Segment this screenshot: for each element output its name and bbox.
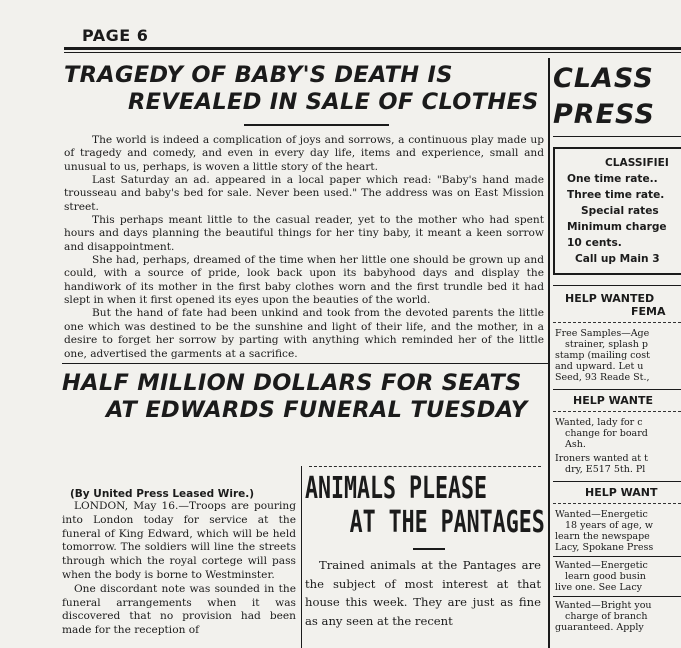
top-rule	[64, 47, 681, 50]
sidebar-divider	[548, 58, 550, 648]
sidebar-rule	[553, 136, 681, 137]
section-rule	[553, 285, 681, 286]
classified-line: Seed, 93 Reade St.,	[555, 372, 650, 383]
classified-line: live one. See Lacy	[555, 582, 643, 593]
section-header: HELP WANTE	[573, 394, 653, 407]
help-wanted-female	[553, 285, 681, 383]
story1-paragraph: Last Saturday an ad. appeared in a local paper which read: "Baby's hand made trousseau and baby's bed for sale. Never been used." The address was on East Mission street.	[64, 174, 544, 213]
story1-headline-line2: REVEALED IN SALE OF CLOTHES	[128, 89, 539, 115]
help-wanted-section-3	[553, 481, 681, 633]
story3-headline-line1: ANIMALS PLEASE	[305, 471, 488, 506]
column-divider	[301, 466, 302, 648]
section-wave-rule	[553, 503, 681, 505]
classified-line: charge of branch	[565, 611, 648, 622]
classified-divider	[553, 596, 681, 597]
section-header: HELP WANT	[585, 486, 658, 499]
page-number: PAGE 6	[82, 26, 149, 45]
story2-paragraph: LONDON, May 16.—Troops are pouring into London today for service at the funeral of King Edward, which will be held tomorrow. The soldiers will line the streets through which the royal cortege will pass when the body is borne to Westminster.	[62, 500, 296, 581]
rate-row: One time rate..	[567, 173, 658, 185]
classified-line: dry, E517 5th. Pl	[565, 464, 646, 475]
main-column	[62, 58, 548, 428]
classified-rates-box	[553, 147, 681, 275]
headline-divider	[244, 124, 389, 126]
story3-headline-line2: AT THE PANTAGES	[349, 505, 545, 540]
section-rule	[553, 481, 681, 482]
story2-column	[62, 486, 300, 638]
story1-body	[62, 134, 548, 361]
classified-line: Lacy, Spokane Press	[555, 542, 654, 553]
classified-line: 18 years of age, w	[565, 520, 653, 531]
story2-paragraph: One discordant note was sounded in the funeral arrangements when it was discovered that no provision had been made for the reception of	[62, 582, 296, 637]
section-rule	[553, 389, 681, 390]
section-wave-rule	[553, 322, 681, 324]
rate-row: Three time rate.	[567, 189, 665, 201]
classified-line: strainer, splash p	[565, 339, 648, 350]
story3-divider	[413, 548, 445, 550]
story-separator	[62, 363, 548, 364]
rate-row: Call up Main 3	[575, 253, 660, 265]
top-rule-thin	[64, 52, 681, 53]
story2-headline-line2: AT EDWARDS FUNERAL TUESDAY	[106, 396, 528, 423]
classified-line: Free Samples—Age	[555, 328, 650, 339]
classified-line: learn good busin	[565, 571, 646, 582]
help-wanted-section-2	[553, 389, 681, 475]
story1-paragraph: But the hand of fate had been unkind and took from the devoted parents the little one which was destined to be the sunshine and light of their life, and the mother, in a desire to forget her sorrow by parting with anything which reminded her of the little one, advertised the garments at a sacrifice.	[64, 307, 544, 360]
classified-line: guaranteed. Apply	[555, 622, 644, 633]
dashed-rule	[309, 466, 541, 468]
rate-row: 10 cents.	[567, 237, 622, 249]
classified-sidebar	[553, 58, 681, 633]
story3-headline	[305, 471, 545, 540]
classified-divider	[553, 556, 681, 557]
rate-row: Special rates	[581, 205, 659, 217]
sidebar-title-line1: CLASS	[553, 63, 654, 94]
section-header: HELP WANTED	[565, 292, 655, 305]
rate-row: Minimum charge	[567, 221, 667, 233]
classified-line: change for board	[565, 428, 648, 439]
story1-paragraph: The world is indeed a complication of joys and sorrows, a continuous play made up of tragedy and comedy, and even in every day life, items and experience, small and unusual to us, perhaps, is woven a little story of the heart.	[64, 134, 544, 173]
story2-headline-line1: HALF MILLION DOLLARS FOR SEATS	[62, 369, 522, 396]
classified-line: Wanted—Bright you	[555, 600, 652, 611]
sidebar-title-line2: PRESS	[553, 99, 655, 130]
story2-byline: (By United Press Leased Wire.)	[70, 488, 255, 500]
classified-line: Wanted—Energetic	[555, 560, 648, 571]
classified-line: Ironers wanted at t	[555, 453, 648, 464]
section-wave-rule	[553, 411, 681, 413]
classified-line: learn the newspape	[555, 531, 650, 542]
story3-paragraph: Trained animals at the Pantages are the subject of most interest at that house this week. They are just as fine as any seen at the recent	[305, 558, 541, 628]
classified-line: stamp (mailing cost	[555, 350, 650, 361]
story1-paragraph: She had, perhaps, dreamed of the time when her little one should be grown up and could, with a source of pride, look back upon its babyhood days and display the handiwork of its mother in the first baby clothes worn and the first trundle bed it had slept in when it first opened its eyes upon the beauties of the world.	[64, 254, 544, 307]
classified-line: Ash.	[565, 439, 586, 450]
story3-column	[305, 466, 547, 630]
classified-line: Wanted, lady for c	[555, 417, 643, 428]
story1-paragraph: This perhaps meant little to the casual reader, yet to the mother who had spent hours and days planning the beautiful things for her tiny baby, it meant a keen sorrow and disappointment.	[64, 214, 544, 253]
story1-headline-line1: TRAGEDY OF BABY'S DEATH IS	[64, 62, 453, 88]
rates-box-title: CLASSIFIEI	[605, 157, 669, 169]
section-subheader: FEMA	[631, 305, 666, 318]
classified-line: Wanted—Energetic	[555, 509, 648, 520]
classified-line: and upward. Let u	[555, 361, 644, 372]
